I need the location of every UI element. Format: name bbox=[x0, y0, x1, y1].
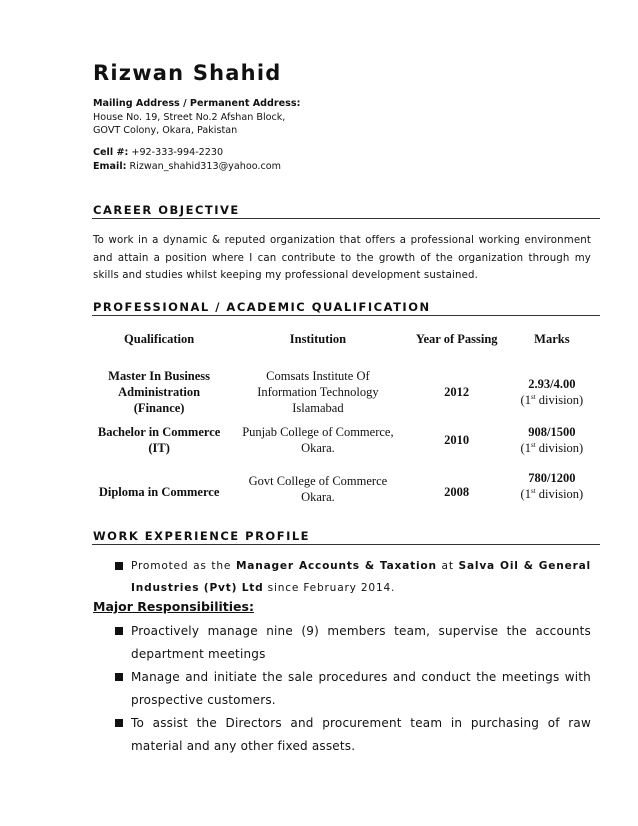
marks-cell: 908/1500 (1st division) bbox=[520, 425, 584, 455]
table-header-row bbox=[93, 328, 601, 350]
year-cell: 2010 bbox=[444, 433, 470, 447]
candidate-name: Rizwan Shahid bbox=[93, 61, 282, 85]
list-item: Proactively manage nine (9) members team, supervise the accounts department meetings bbox=[131, 624, 591, 661]
year-cell: 2008 bbox=[444, 485, 470, 499]
section-divider bbox=[92, 315, 600, 316]
bullet-square-icon bbox=[115, 562, 123, 570]
contact-block bbox=[93, 146, 513, 173]
year-cell: 2012 bbox=[444, 385, 470, 399]
institution-cell: Govt College of Commerce Okara. bbox=[248, 474, 388, 504]
bullet-square-icon bbox=[115, 719, 123, 727]
qualification-cell: Master In Business Administration (Finance) bbox=[108, 369, 211, 415]
column-header: Institution bbox=[289, 332, 347, 346]
qualification-cell: Bachelor in Commerce (IT) bbox=[97, 425, 221, 455]
bullet-square-icon bbox=[115, 673, 123, 681]
qualification-cell: Diploma in Commerce bbox=[98, 485, 220, 499]
institution-cell: Punjab College of Commerce, Okara. bbox=[242, 425, 394, 455]
marks-cell: 2.93/4.00 (1st division) bbox=[520, 377, 584, 407]
major-responsibilities-heading: Major Responsibilities: bbox=[93, 599, 254, 614]
email-value[interactable]: Rizwan_shahid313@yahoo.com bbox=[129, 160, 281, 172]
column-header: Qualification bbox=[124, 332, 195, 346]
promotion-item: Promoted as the Manager Accounts & Taxation at Salva Oil & General Industries (Pvt) Ltd since February 2014. bbox=[131, 560, 591, 594]
email-row bbox=[93, 160, 513, 174]
work-experience-heading: WORK EXPERIENCE PROFILE bbox=[93, 529, 311, 543]
column-header: Year of Passing bbox=[415, 332, 498, 346]
list-item: Manage and initiate the sale procedures and conduct the meetings with prospective customers. bbox=[131, 670, 591, 707]
list-item: To assist the Directors and procurement team in purchasing of raw material and any other fixed assets. bbox=[131, 716, 591, 753]
table-row bbox=[93, 460, 601, 512]
career-objective-heading: CAREER OBJECTIVE bbox=[93, 203, 240, 217]
address-label: Mailing Address / Permanent Address: bbox=[93, 98, 301, 109]
institution-cell: Comsats Institute Of Information Technology Islamabad bbox=[257, 369, 379, 415]
cell-row bbox=[93, 146, 513, 160]
address-block bbox=[93, 97, 513, 138]
qualification-heading: PROFESSIONAL / ACADEMIC QUALIFICATION bbox=[93, 300, 431, 314]
bullet-square-icon bbox=[115, 627, 123, 635]
section-divider bbox=[92, 544, 600, 545]
marks-cell: 780/1200 (1st division) bbox=[520, 471, 584, 501]
cell-label: Cell #: bbox=[93, 147, 129, 158]
section-divider bbox=[92, 218, 600, 219]
table-row bbox=[93, 350, 601, 420]
address-line-1: House No. 19, Street No.2 Afshan Block, bbox=[93, 111, 286, 123]
career-objective-text: To work in a dynamic & reputed organization that offers a professional working environment and attain a position where I can contribute to the growth of the organization through my skills and studies whilst keeping my professional development sustained. bbox=[93, 235, 591, 281]
qualification-table bbox=[93, 328, 601, 512]
table-row bbox=[93, 420, 601, 460]
email-label: Email: bbox=[93, 160, 127, 172]
column-header: Marks bbox=[534, 332, 570, 346]
address-line-2: GOVT Colony, Okara, Pakistan bbox=[93, 125, 238, 136]
cell-value: +92-333-994-2230 bbox=[131, 147, 224, 158]
